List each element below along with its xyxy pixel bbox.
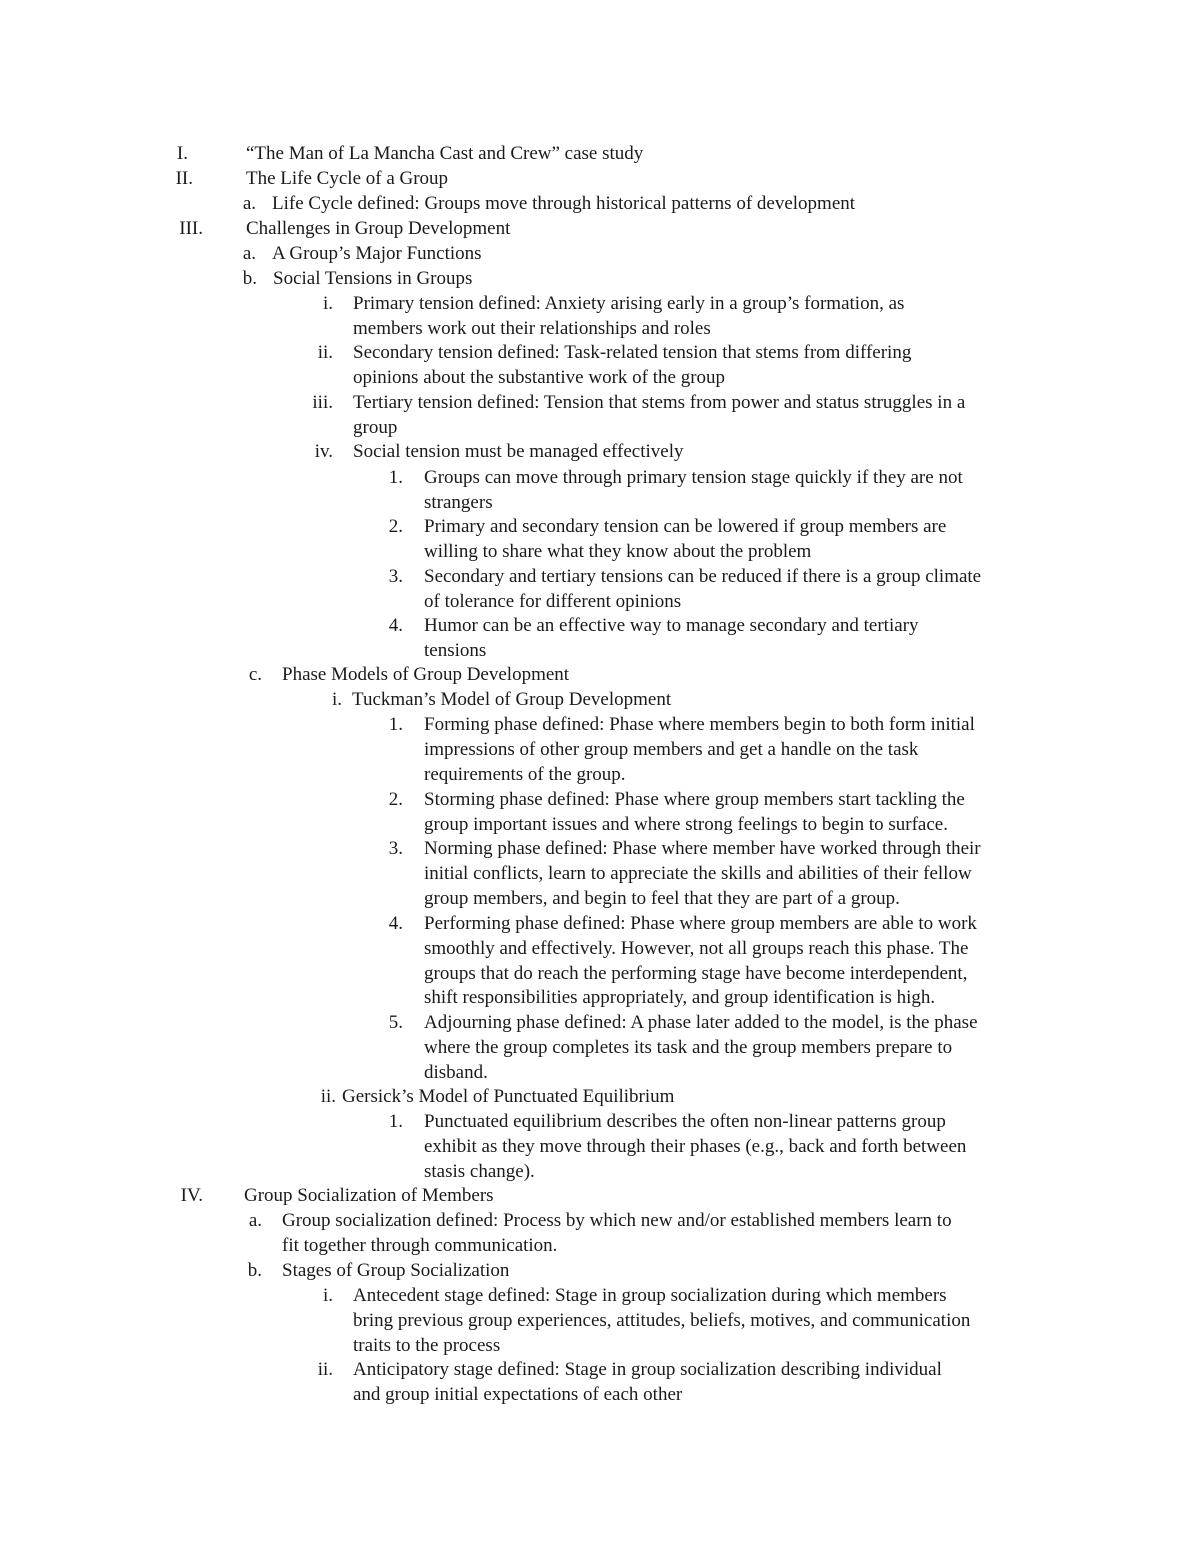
outline-marker: b. (242, 268, 257, 289)
outline-text-line: Group socialization defined: Process by which new and/or established members learn to (282, 1210, 952, 1231)
outline-item (0, 614, 1200, 664)
outline-text-line: impressions of other group members and get a handle on the task (424, 738, 919, 760)
outline-marker: b. (247, 1260, 262, 1281)
outline-marker: iii. (312, 392, 333, 413)
outline-text-line: Social tension must be managed effectively (353, 441, 684, 462)
outline-text-line: Antecedent stage defined: Stage in group socialization during which members (353, 1285, 947, 1306)
outline-item (0, 1011, 1200, 1085)
outline-text-line: Forming phase defined: Phase where members begin to both form initial (424, 714, 975, 735)
outline-marker: 2. (388, 789, 403, 810)
outline-text-line: Phase Models of Group Development (282, 664, 570, 685)
outline-marker: 3. (388, 566, 403, 587)
outline-item (0, 1085, 1200, 1110)
outline-marker: a. (242, 193, 256, 214)
outline-marker: ii. (317, 1359, 333, 1380)
outline-marker: ii. (317, 342, 333, 363)
outline-item (0, 1259, 1200, 1284)
outline-marker: I. (176, 143, 188, 164)
outline-marker: 1. (388, 714, 403, 735)
outline-text-line: Group Socialization of Members (244, 1185, 494, 1206)
outline-marker: 5. (388, 1012, 403, 1033)
outline-marker: i. (322, 293, 333, 314)
outline-item (0, 515, 1200, 565)
outline-item (0, 788, 1200, 838)
outline-item (0, 341, 1200, 391)
outline-item (0, 466, 1200, 516)
outline-item (0, 167, 1200, 192)
outline-item (0, 391, 1200, 441)
outline-text-line: requirements of the group. (424, 763, 626, 785)
outline-item (0, 663, 1200, 688)
outline-text-line: Life Cycle defined: Groups move through historical patterns of development (272, 193, 856, 214)
outline-marker: IV. (180, 1185, 203, 1206)
outline-text-line: Challenges in Group Development (246, 218, 511, 239)
outline-marker: 3. (388, 838, 403, 859)
outline-text-line: and group initial expectations of each other (353, 1383, 683, 1405)
outline-marker: 1. (388, 1111, 403, 1132)
outline-marker: i. (331, 689, 342, 710)
outline-marker: iv. (314, 441, 333, 462)
outline-text-line: opinions about the substantive work of the group (353, 366, 726, 388)
outline-item (0, 267, 1200, 292)
outline-text-line: group members, and begin to feel that they are part of a group. (424, 887, 900, 909)
outline-item (0, 1110, 1200, 1184)
outline-marker: a. (248, 1210, 262, 1231)
outline-item (0, 1184, 1200, 1209)
outline-item (0, 440, 1200, 465)
outline-text-line: Norming phase defined: Phase where member have worked through their (424, 838, 981, 859)
outline-text-line: group (353, 416, 398, 438)
outline-text-line: “The Man of La Mancha Cast and Crew” case study (246, 143, 644, 164)
outline-item (0, 837, 1200, 911)
outline-text-line: Primary and secondary tension can be lowered if group members are (424, 516, 947, 537)
outline-text-line: Groups can move through primary tension stage quickly if they are not (424, 467, 963, 488)
outline-text-line: bring previous group experiences, attitudes, beliefs, motives, and communication (353, 1309, 971, 1331)
outline-text-line: Gersick’s Model of Punctuated Equilibrium (342, 1086, 675, 1107)
outline-text-line: Anticipatory stage defined: Stage in group socialization describing individual (353, 1359, 942, 1380)
outline-text-line: Storming phase defined: Phase where group members start tackling the (424, 789, 965, 810)
outline-text-line: Adjourning phase defined: A phase later added to the model, is the phase (424, 1012, 978, 1033)
outline-text-line: Humor can be an effective way to manage secondary and tertiary (424, 615, 919, 636)
outline-marker: i. (322, 1285, 333, 1306)
outline-marker: c. (248, 664, 262, 685)
outline-marker: 1. (388, 467, 403, 488)
outline-item (0, 242, 1200, 267)
outline-text-line: Secondary tension defined: Task-related tension that stems from differing (353, 342, 912, 363)
outline-text-line: Secondary and tertiary tensions can be reduced if there is a group climate (424, 566, 982, 587)
outline-text-line: Tertiary tension defined: Tension that stems from power and status struggles in a (353, 392, 966, 413)
outline-marker: III. (179, 218, 203, 239)
outline-text-line: Performing phase defined: Phase where group members are able to work (424, 913, 977, 934)
outline-marker: 2. (388, 516, 403, 537)
outline-text-line: strangers (424, 491, 493, 513)
outline-text-line: Punctuated equilibrium describes the often non-linear patterns group (424, 1111, 946, 1132)
outline-text-line: group important issues and where strong feelings to begin to surface. (424, 813, 948, 835)
outline-text-line: tensions (424, 639, 487, 661)
outline-text-line: fit together through communication. (282, 1234, 558, 1256)
outline-item (0, 192, 1200, 217)
outline-text-line: The Life Cycle of a Group (246, 168, 449, 189)
outline-item (0, 142, 1200, 167)
outline-item (0, 1358, 1200, 1408)
outline-text-line: stasis change). (424, 1160, 535, 1182)
outline-text-line: willing to share what they know about the problem (424, 540, 812, 562)
outline-text-line: Tuckman’s Model of Group Development (352, 689, 672, 710)
outline-item (0, 1209, 1200, 1259)
outline-text-line: smoothly and effectively. However, not all groups reach this phase. The (424, 937, 969, 959)
outline-item (0, 292, 1200, 342)
outline-item (0, 565, 1200, 615)
outline-marker: a. (242, 243, 256, 264)
outline-text-line: Primary tension defined: Anxiety arising early in a group’s formation, as (353, 293, 905, 314)
outline-text-line: groups that do reach the performing stage have become interdependent, (424, 962, 968, 984)
outline-text-line: Stages of Group Socialization (282, 1260, 510, 1281)
outline-text-line: initial conflicts, learn to appreciate the skills and abilities of their fellow (424, 862, 972, 884)
outline-text-line: A Group’s Major Functions (272, 243, 482, 264)
outline-item (0, 217, 1200, 242)
outline-text-line: of tolerance for different opinions (424, 590, 682, 612)
outline-marker: 4. (388, 913, 403, 934)
outline-item (0, 1284, 1200, 1358)
outline-marker: ii. (320, 1086, 336, 1107)
outline-marker: II. (175, 168, 193, 189)
outline-marker: 4. (388, 615, 403, 636)
outline-text-line: disband. (424, 1061, 488, 1083)
outline-text-line: traits to the process (353, 1334, 501, 1356)
outline-text-line: where the group completes its task and the group members prepare to (424, 1036, 953, 1058)
outline-text-line: members work out their relationships and roles (353, 317, 711, 339)
outline-item (0, 713, 1200, 787)
outline-text-line: shift responsibilities appropriately, and group identification is high. (424, 987, 936, 1009)
outline-text-line: exhibit as they move through their phases (e.g., back and forth between (424, 1135, 967, 1157)
outline-item (0, 688, 1200, 713)
outline-text-line: Social Tensions in Groups (273, 268, 473, 289)
outline-item (0, 912, 1200, 1011)
